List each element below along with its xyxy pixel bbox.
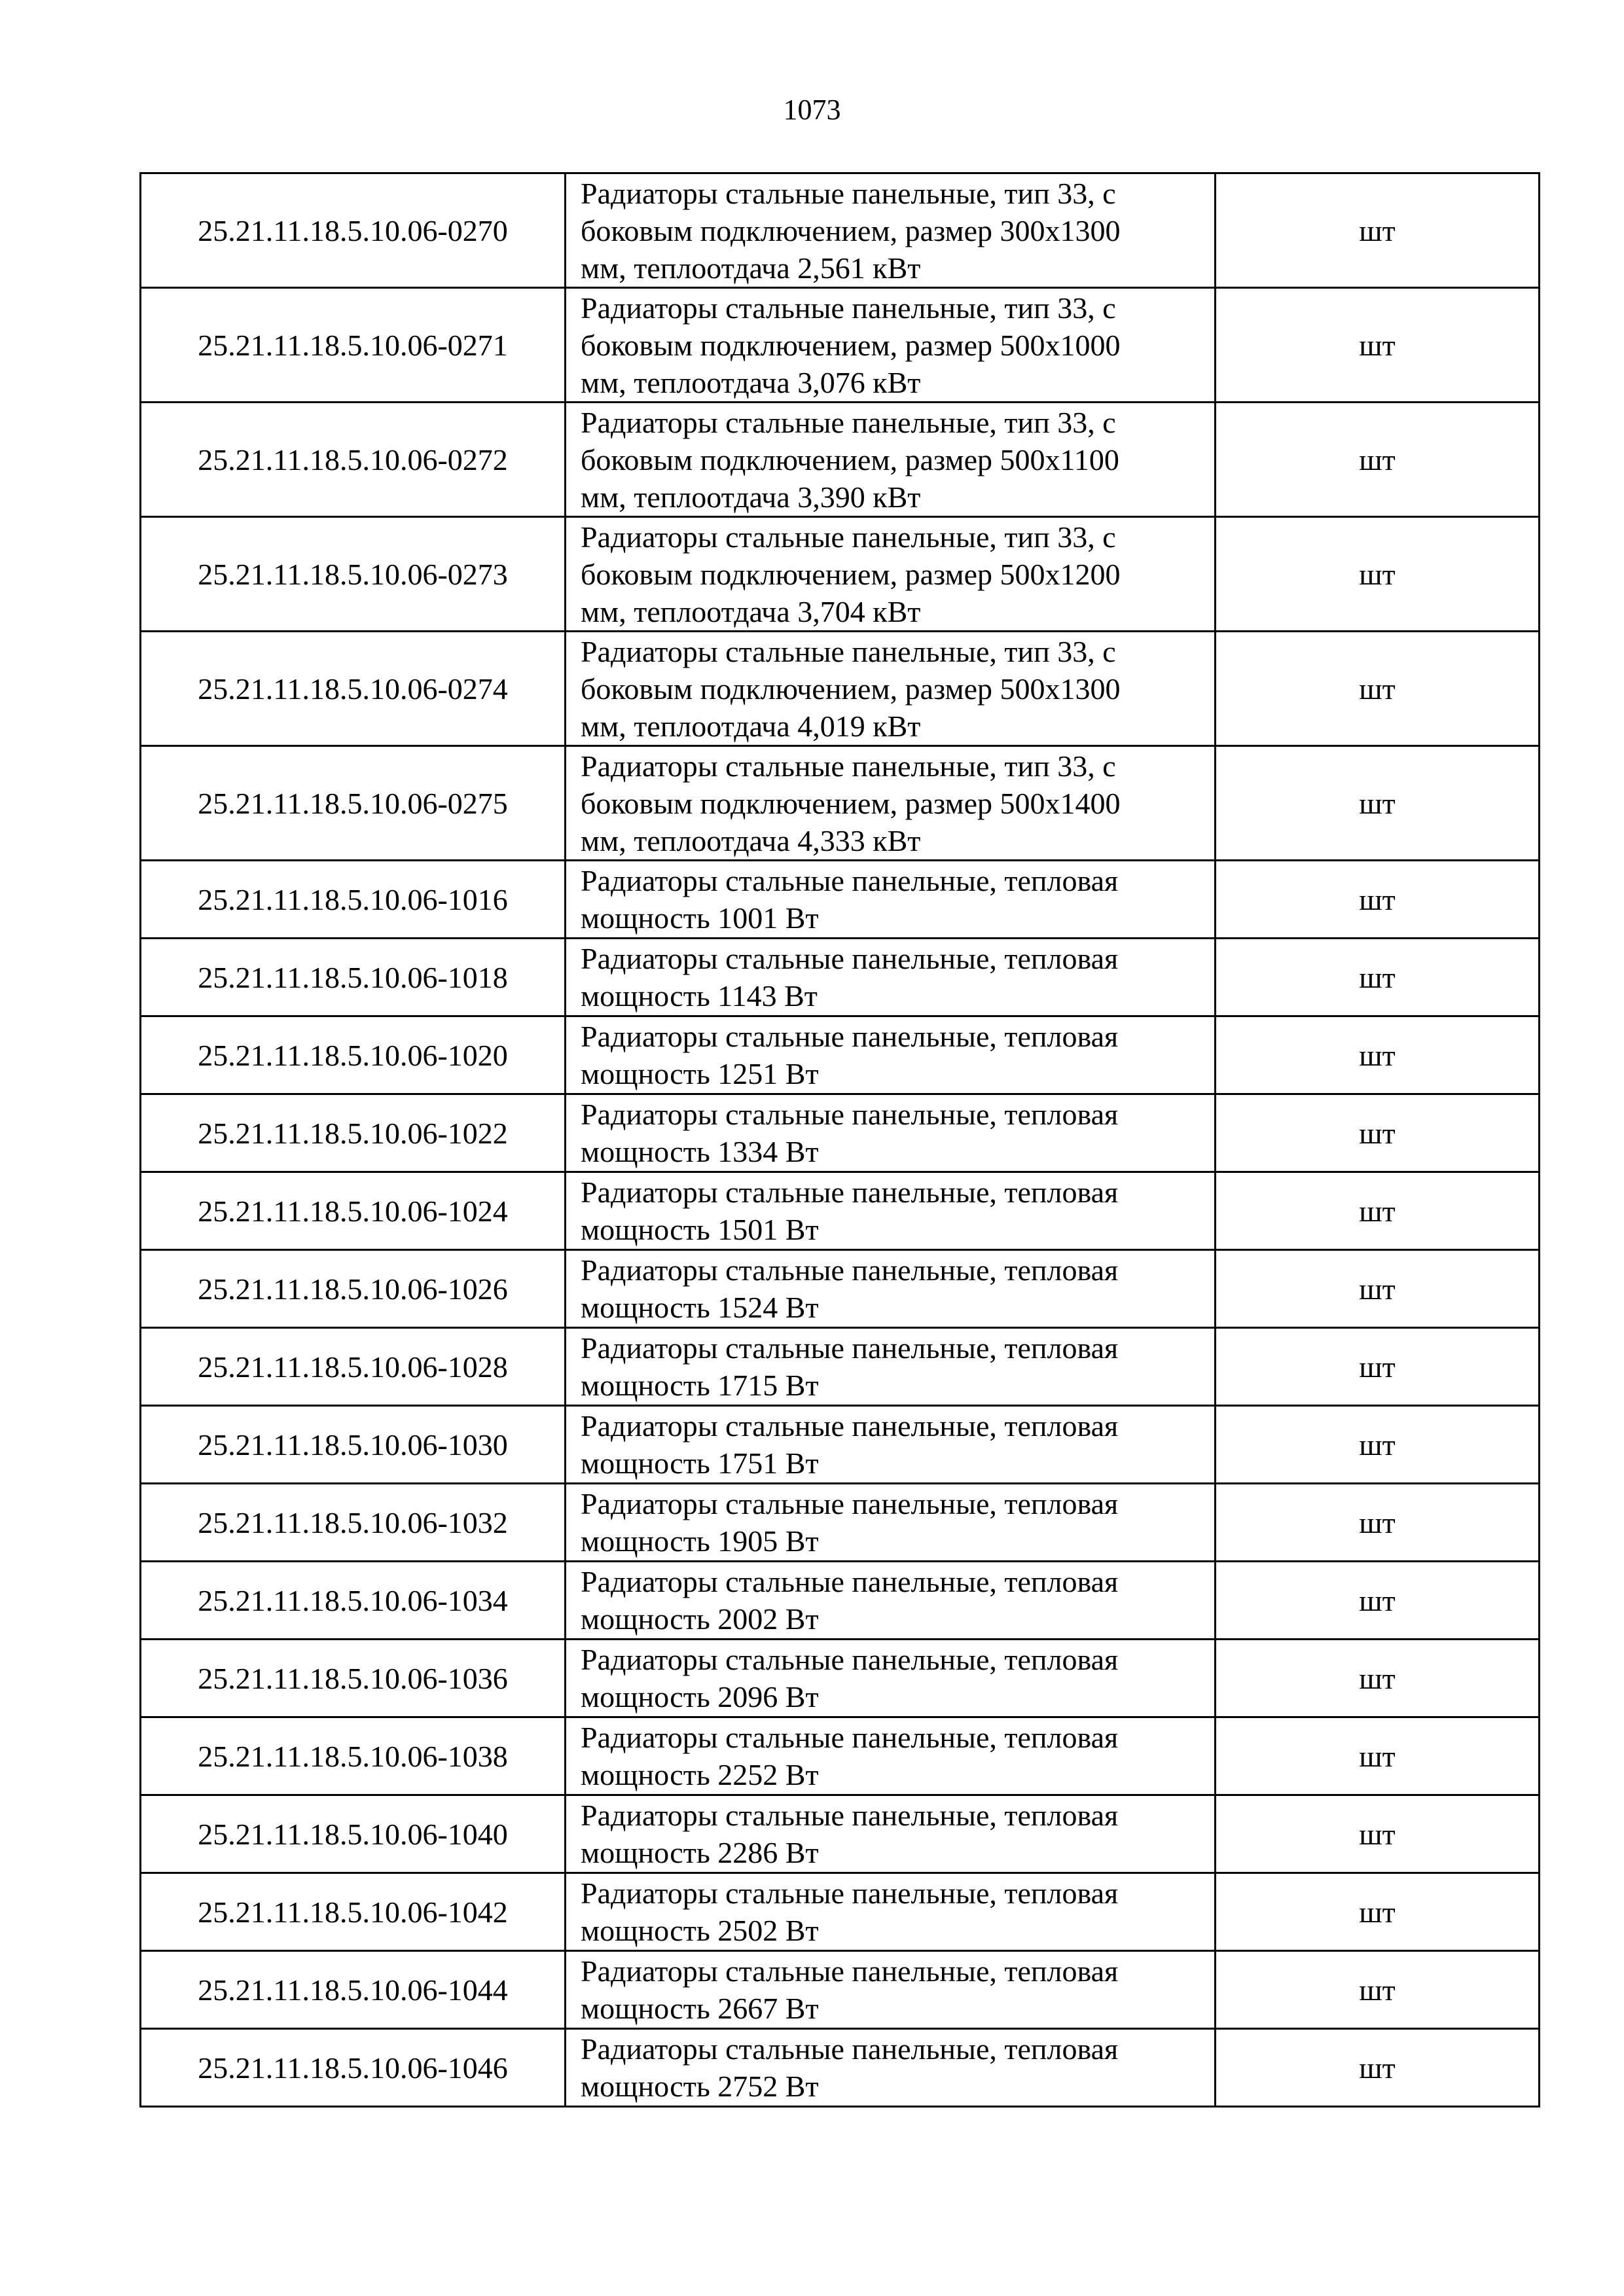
unit-cell: шт	[1216, 1094, 1540, 1172]
description-line: Радиаторы стальные панельные, тепловая	[581, 1409, 1119, 1443]
description-line: мощность 1715 Вт	[581, 1369, 819, 1402]
description-line: Радиаторы стальные панельные, тепловая	[581, 1331, 1119, 1365]
unit-cell: шт	[1216, 939, 1540, 1016]
resource-code-cell: 25.21.11.18.5.10.06-1044	[141, 1951, 566, 2029]
description-line: Радиаторы стальные панельные, тип 33, с	[581, 176, 1116, 210]
description-line: мм, теплоотдача 2,561 кВт	[581, 251, 921, 285]
resource-code-cell: 25.21.11.18.5.10.06-1026	[141, 1250, 566, 1328]
description-line: Радиаторы стальные панельные, тепловая	[581, 864, 1119, 897]
unit-cell: шт	[1216, 1873, 1540, 1951]
description-line: боковым подключением, размер 300х1300	[581, 213, 1121, 247]
resource-code-cell: 25.21.11.18.5.10.06-1036	[141, 1640, 566, 1717]
description-line: мощность 1334 Вт	[581, 1135, 819, 1168]
description-line: мощность 2286 Вт	[581, 1836, 819, 1869]
description-line: мощность 1905 Вт	[581, 1524, 819, 1558]
description-line: мощность 1143 Вт	[581, 979, 818, 1013]
description-line: Радиаторы стальные панельные, тип 33, с	[581, 291, 1116, 325]
table-row	[141, 1717, 1540, 1795]
resource-code-cell: 25.21.11.18.5.10.06-0272	[141, 403, 566, 517]
unit-cell: шт	[1216, 2029, 1540, 2107]
resource-description-cell	[566, 1172, 1216, 1250]
description-line: Радиаторы стальные панельные, тепловая	[581, 942, 1119, 975]
description-line: Радиаторы стальные панельные, тепловая	[581, 1487, 1119, 1520]
resource-code-cell: 25.21.11.18.5.10.06-1040	[141, 1795, 566, 1873]
resource-code-cell: 25.21.11.18.5.10.06-1034	[141, 1562, 566, 1640]
description-line: мощность 2252 Вт	[581, 1758, 819, 1791]
description-line: Радиаторы стальные панельные, тип 33, с	[581, 520, 1116, 554]
resource-code-cell: 25.21.11.18.5.10.06-1024	[141, 1172, 566, 1250]
table-row	[141, 403, 1540, 517]
resource-description-cell	[566, 1328, 1216, 1406]
table-body	[141, 173, 1540, 2107]
description-line: боковым подключением, размер 500х1000	[581, 328, 1121, 362]
description-line: Радиаторы стальные панельные, тепловая	[581, 1175, 1119, 1209]
resource-code-cell: 25.21.11.18.5.10.06-0270	[141, 173, 566, 288]
unit-cell: шт	[1216, 1795, 1540, 1873]
resource-code-cell: 25.21.11.18.5.10.06-1046	[141, 2029, 566, 2107]
resource-code-cell: 25.21.11.18.5.10.06-1028	[141, 1328, 566, 1406]
description-line: боковым подключением, размер 500х1100	[581, 442, 1119, 476]
description-line: Радиаторы стальные панельные, тепловая	[581, 1098, 1119, 1131]
description-line: Радиаторы стальные панельные, тепловая	[581, 1799, 1119, 1832]
resource-description-cell	[566, 403, 1216, 517]
resource-description-cell	[566, 861, 1216, 939]
description-line: мощность 2752 Вт	[581, 2070, 819, 2103]
resource-code-cell: 25.21.11.18.5.10.06-1022	[141, 1094, 566, 1172]
table-row	[141, 1873, 1540, 1951]
unit-cell: шт	[1216, 1250, 1540, 1328]
resource-code-cell: 25.21.11.18.5.10.06-0274	[141, 632, 566, 746]
description-line: мощность 1751 Вт	[581, 1446, 819, 1480]
unit-cell: шт	[1216, 632, 1540, 746]
unit-cell: шт	[1216, 746, 1540, 861]
table-row	[141, 173, 1540, 288]
description-line: Радиаторы стальные панельные, тепловая	[581, 1876, 1119, 1910]
resource-code-cell: 25.21.11.18.5.10.06-0275	[141, 746, 566, 861]
description-line: мощность 2667 Вт	[581, 1992, 819, 2025]
resource-code-cell: 25.21.11.18.5.10.06-0271	[141, 288, 566, 403]
description-line: Радиаторы стальные панельные, тепловая	[581, 1954, 1119, 1988]
unit-cell: шт	[1216, 173, 1540, 288]
description-line: Радиаторы стальные панельные, тип 33, с	[581, 634, 1116, 668]
description-line: мощность 1001 Вт	[581, 901, 819, 935]
table-row	[141, 517, 1540, 632]
unit-cell: шт	[1216, 1640, 1540, 1717]
description-line: мм, теплоотдача 3,076 кВт	[581, 365, 921, 399]
resource-code-cell: 25.21.11.18.5.10.06-1032	[141, 1484, 566, 1562]
resource-description-cell	[566, 1250, 1216, 1328]
table-row	[141, 1016, 1540, 1094]
resource-description-cell	[566, 517, 1216, 632]
resource-code-cell: 25.21.11.18.5.10.06-0273	[141, 517, 566, 632]
resource-code-cell: 25.21.11.18.5.10.06-1020	[141, 1016, 566, 1094]
description-line: боковым подключением, размер 500х1400	[581, 786, 1121, 820]
description-line: мм, теплоотдача 4,333 кВт	[581, 823, 921, 857]
resource-description-cell	[566, 2029, 1216, 2107]
resource-code-cell: 25.21.11.18.5.10.06-1016	[141, 861, 566, 939]
description-line: Радиаторы стальные панельные, тип 33, с	[581, 749, 1116, 783]
unit-cell: шт	[1216, 517, 1540, 632]
resource-description-cell	[566, 1951, 1216, 2029]
page-number: 1073	[783, 94, 841, 126]
description-line: мощность 2502 Вт	[581, 1914, 819, 1947]
description-line: Радиаторы стальные панельные, тип 33, с	[581, 405, 1116, 439]
resource-description-cell	[566, 1406, 1216, 1484]
description-line: мм, теплоотдача 3,704 кВт	[581, 594, 921, 628]
resource-description-cell	[566, 939, 1216, 1016]
description-line: Радиаторы стальные панельные, тепловая	[581, 1020, 1119, 1053]
table-row	[141, 288, 1540, 403]
resource-description-cell	[566, 1795, 1216, 1873]
table-row	[141, 1328, 1540, 1406]
description-line: мощность 1251 Вт	[581, 1057, 819, 1090]
description-line: Радиаторы стальные панельные, тепловая	[581, 1253, 1119, 1287]
description-line: мм, теплоотдача 4,019 кВт	[581, 709, 921, 743]
table-row	[141, 1250, 1540, 1328]
description-line: Радиаторы стальные панельные, тепловая	[581, 2032, 1119, 2066]
table-row	[141, 861, 1540, 939]
unit-cell: шт	[1216, 1951, 1540, 2029]
table-row	[141, 632, 1540, 746]
table-row	[141, 1172, 1540, 1250]
resource-code-cell: 25.21.11.18.5.10.06-1042	[141, 1873, 566, 1951]
description-line: мм, теплоотдача 3,390 кВт	[581, 480, 921, 514]
unit-cell: шт	[1216, 1406, 1540, 1484]
resource-description-cell	[566, 1640, 1216, 1717]
description-line: мощность 1501 Вт	[581, 1213, 819, 1246]
resource-description-cell	[566, 1717, 1216, 1795]
resource-description-cell	[566, 1016, 1216, 1094]
unit-cell: шт	[1216, 288, 1540, 403]
resource-table	[139, 172, 1540, 2108]
table-row	[141, 746, 1540, 861]
table-row	[141, 1795, 1540, 1873]
description-line: боковым подключением, размер 500х1200	[581, 557, 1121, 591]
resource-description-cell	[566, 746, 1216, 861]
resource-description-cell	[566, 173, 1216, 288]
description-line: Радиаторы стальные панельные, тепловая	[581, 1565, 1119, 1598]
description-line: мощность 2002 Вт	[581, 1602, 819, 1636]
description-line: Радиаторы стальные панельные, тепловая	[581, 1721, 1119, 1754]
table-row	[141, 939, 1540, 1016]
unit-cell: шт	[1216, 403, 1540, 517]
description-line: мощность 2096 Вт	[581, 1680, 819, 1713]
unit-cell: шт	[1216, 1484, 1540, 1562]
unit-cell: шт	[1216, 1328, 1540, 1406]
resource-description-cell	[566, 1873, 1216, 1951]
resource-description-cell	[566, 1484, 1216, 1562]
resource-description-cell	[566, 288, 1216, 403]
resource-code-cell: 25.21.11.18.5.10.06-1038	[141, 1717, 566, 1795]
table-row	[141, 1484, 1540, 1562]
table-row	[141, 2029, 1540, 2107]
resource-description-cell	[566, 632, 1216, 746]
unit-cell: шт	[1216, 1172, 1540, 1250]
table-row	[141, 1406, 1540, 1484]
unit-cell: шт	[1216, 1562, 1540, 1640]
table-row	[141, 1640, 1540, 1717]
description-line: Радиаторы стальные панельные, тепловая	[581, 1643, 1119, 1676]
resource-code-cell: 25.21.11.18.5.10.06-1018	[141, 939, 566, 1016]
resource-description-cell	[566, 1094, 1216, 1172]
unit-cell: шт	[1216, 1016, 1540, 1094]
description-line: боковым подключением, размер 500х1300	[581, 672, 1121, 706]
unit-cell: шт	[1216, 1717, 1540, 1795]
unit-cell: шт	[1216, 861, 1540, 939]
table-row	[141, 1951, 1540, 2029]
description-line: мощность 1524 Вт	[581, 1291, 819, 1324]
resource-code-cell: 25.21.11.18.5.10.06-1030	[141, 1406, 566, 1484]
resource-description-cell	[566, 1562, 1216, 1640]
table-row	[141, 1562, 1540, 1640]
table-row	[141, 1094, 1540, 1172]
